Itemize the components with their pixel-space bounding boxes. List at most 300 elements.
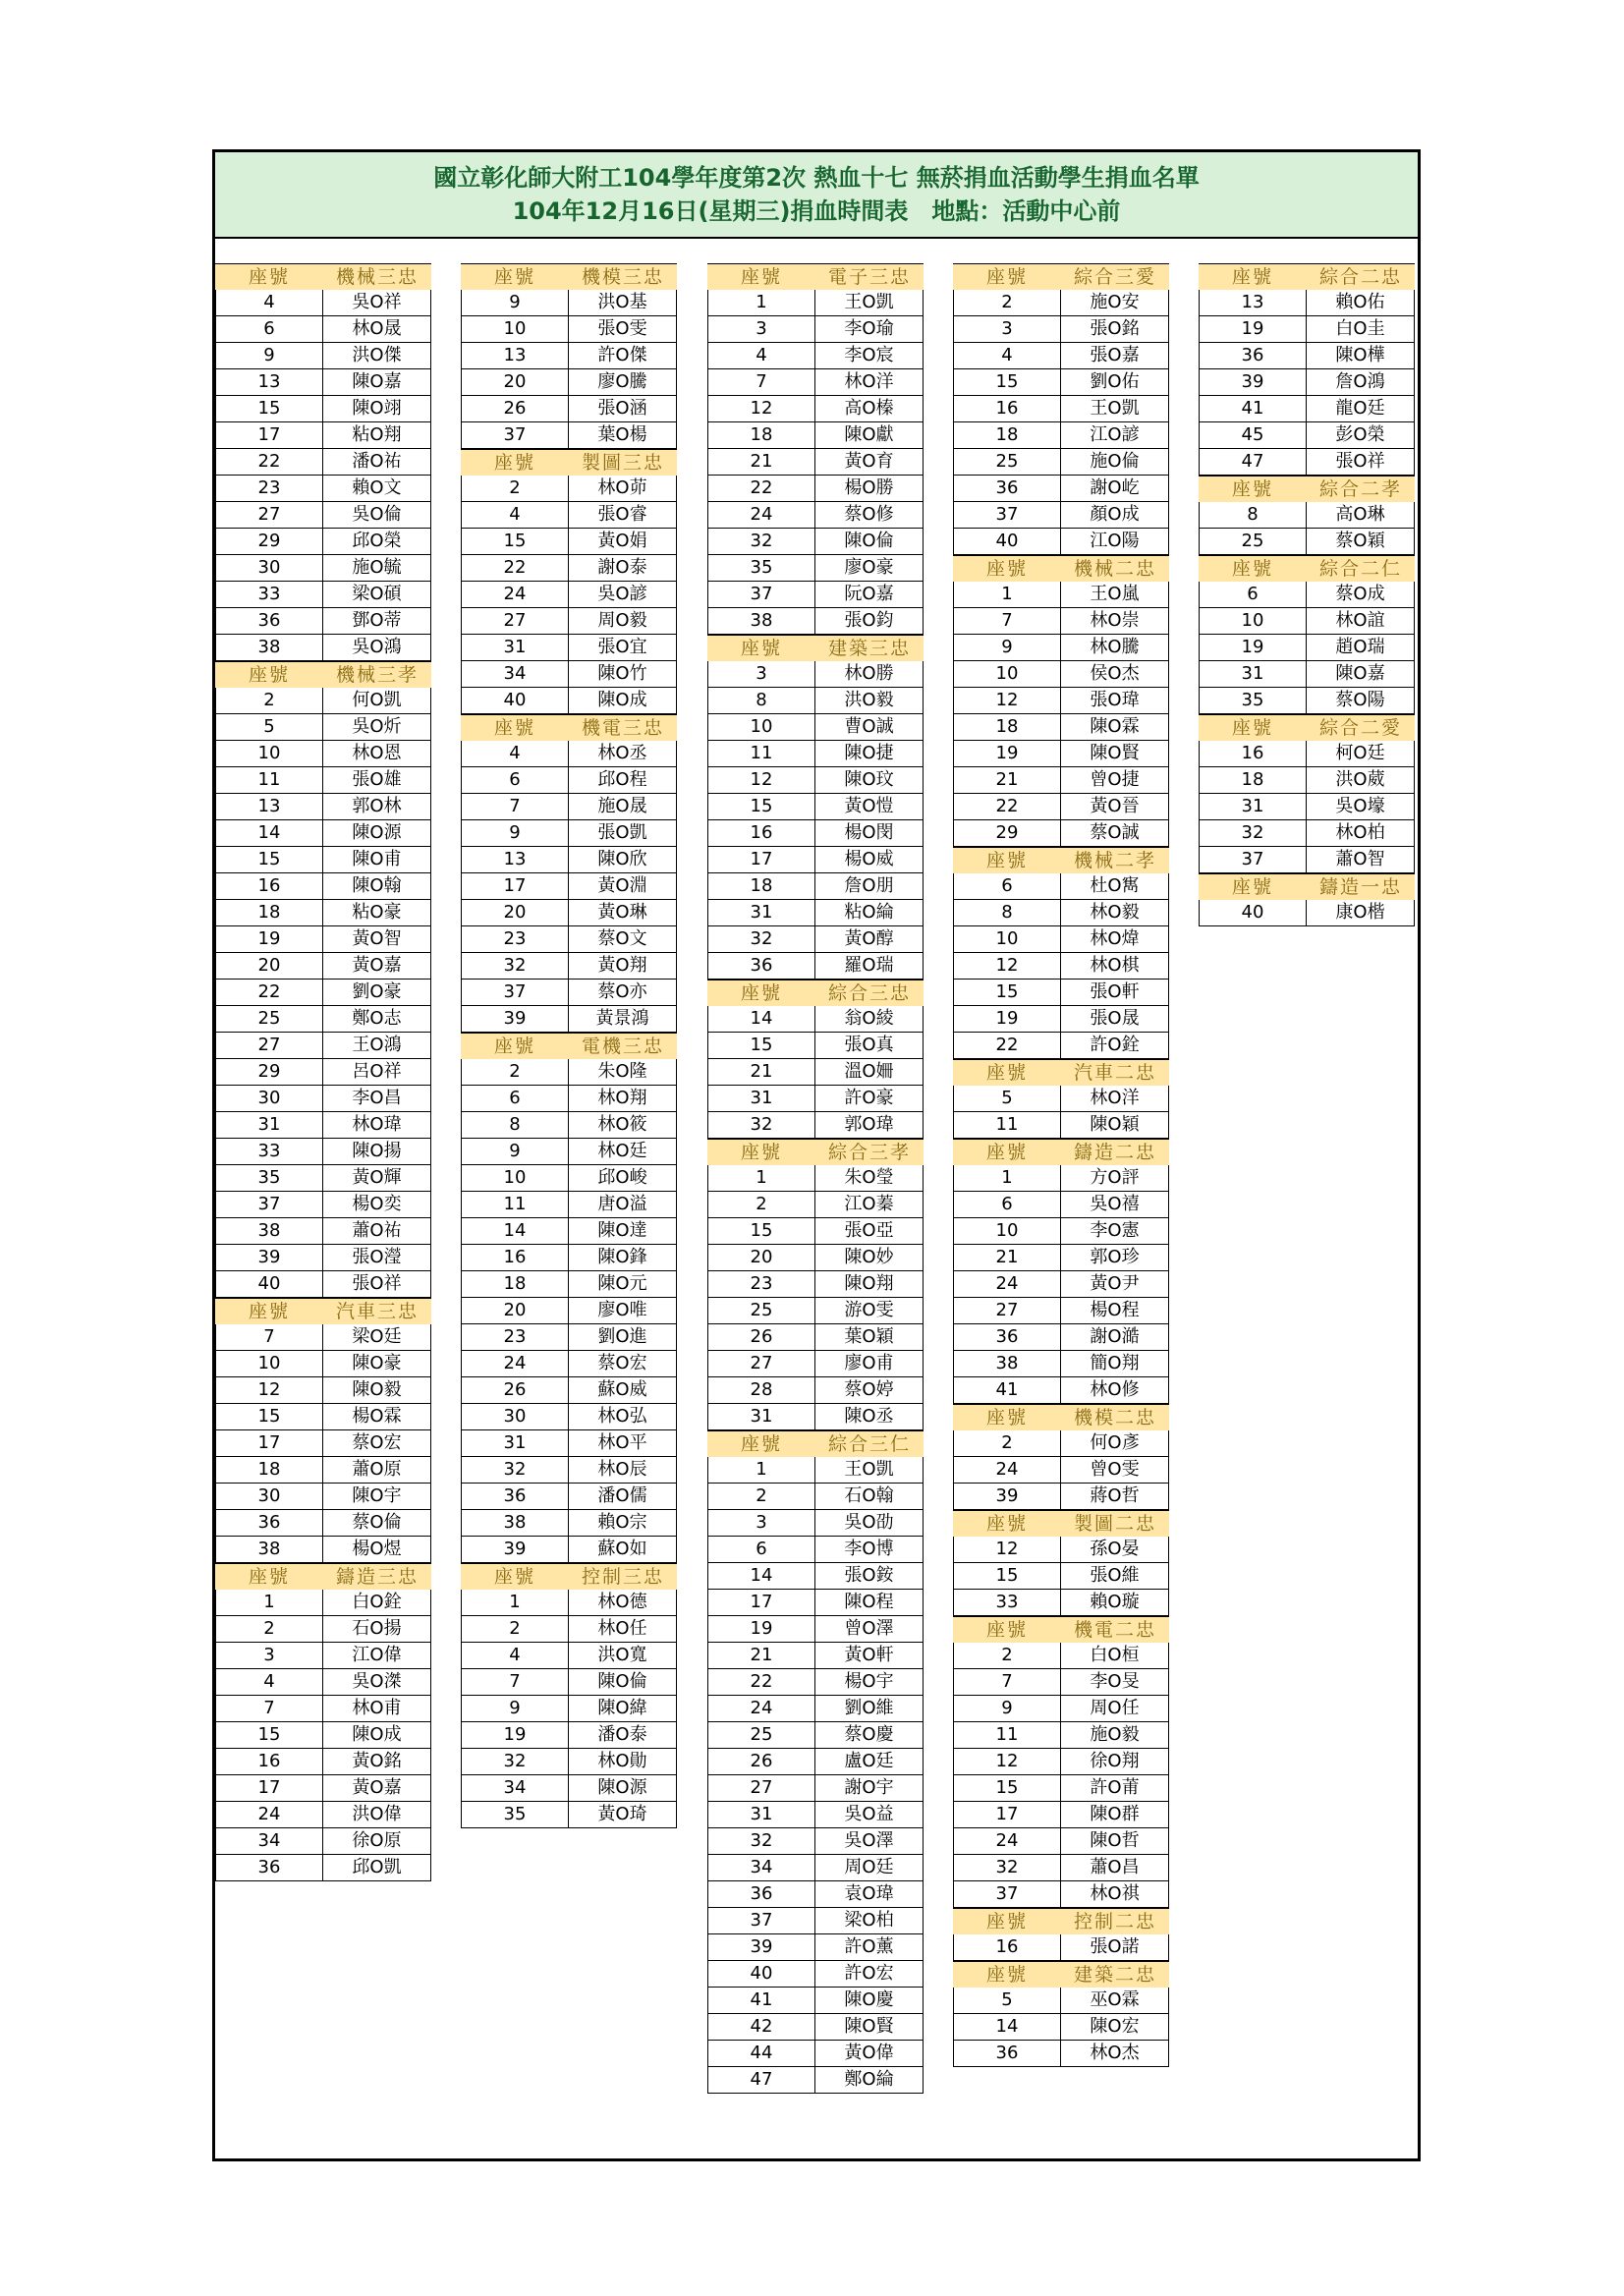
seat-number: 22 [215,449,323,475]
class-section [461,1563,677,1828]
class-name-header: 綜合三仁 [827,1433,911,1455]
student-name: 林O筱 [569,1112,677,1138]
seat-number: 31 [461,635,569,660]
seat-number: 6 [953,1192,1061,1217]
seat-number: 36 [707,953,815,979]
student-name: 徐O原 [323,1828,431,1854]
seat-number: 36 [1199,343,1307,368]
student-name: 張O涵 [569,396,677,421]
student-name: 黃O淵 [569,873,677,899]
seat-number: 36 [215,608,323,634]
seat-number: 15 [215,1404,323,1429]
seat-number: 3 [707,316,815,342]
seat-number: 5 [215,714,323,740]
student-name: 吳O滐 [323,1669,431,1695]
seat-number: 24 [953,1457,1061,1483]
student-name: 潘O祐 [323,449,431,475]
seat-number: 7 [461,1669,569,1695]
seat-number: 3 [215,1643,323,1668]
seat-number: 12 [953,1537,1061,1562]
seat-column-header: 座號 [985,850,1028,871]
table-row [953,1722,1169,1749]
class-section [461,1033,677,1563]
class-section [1199,476,1415,555]
student-name: 賴O宗 [569,1510,677,1536]
table-row [707,1006,924,1033]
student-name: 楊O閔 [815,820,924,846]
seat-number: 27 [461,608,569,634]
class-section [953,1139,1169,1404]
student-name: 袁O瑋 [815,1881,924,1907]
student-name: 林O洋 [1061,1086,1169,1111]
seat-column-header: 座號 [740,1142,782,1163]
table-row [953,1988,1169,2014]
table-row [707,1988,924,2014]
table-row [215,1430,431,1457]
table-row [461,1722,677,1749]
student-name: 張O宜 [569,635,677,660]
seat-number: 22 [953,1033,1061,1058]
seat-number: 37 [1199,847,1307,872]
table-row [707,688,924,714]
seat-number: 1 [707,1165,815,1191]
table-row [461,369,677,396]
student-name: 楊O煜 [323,1537,431,1562]
table-row [953,1430,1169,1457]
seat-number: 22 [707,1669,815,1695]
student-name: 吳O鴻 [323,635,431,660]
seat-number: 13 [215,794,323,819]
student-name: 陳O源 [323,820,431,846]
table-row [215,290,431,316]
table-row [953,741,1169,767]
seat-number: 24 [953,1271,1061,1297]
student-name: 鄭O綸 [815,2067,924,2093]
student-name: 許O莆 [1061,1775,1169,1801]
student-name: 蕭O昌 [1061,1855,1169,1880]
seat-number: 38 [953,1351,1061,1376]
student-name: 張O亞 [815,1218,924,1244]
seat-number: 37 [953,1881,1061,1907]
student-name: 林O廷 [569,1139,677,1164]
student-name: 蘇O威 [569,1377,677,1403]
table-row [215,1192,431,1218]
student-name: 林O德 [569,1590,677,1615]
student-name: 吳O益 [815,1802,924,1827]
seat-number: 16 [1199,741,1307,766]
table-row [707,529,924,555]
student-name: 簡O翔 [1061,1351,1169,1376]
table-row [461,1404,677,1430]
seat-number: 40 [215,1271,323,1297]
seat-number: 18 [953,422,1061,448]
student-name: 張O維 [1061,1563,1169,1589]
student-name: 林O毅 [1061,900,1169,925]
seat-number: 6 [1199,582,1307,607]
seat-number: 2 [707,1484,815,1509]
student-name: 趙O瑞 [1307,635,1415,660]
table-row [707,2067,924,2094]
table-row [707,1696,924,1722]
student-name: 賴O璇 [1061,1590,1169,1615]
student-name: 許O宏 [815,1961,924,1987]
seat-number: 33 [215,582,323,607]
seat-number: 10 [953,926,1061,952]
seat-number: 21 [953,1245,1061,1270]
table-row [215,369,431,396]
seat-number: 18 [707,422,815,448]
seat-number: 1 [707,290,815,315]
seat-number: 15 [707,1033,815,1058]
student-name: 杜O寯 [1061,873,1169,899]
student-name: 謝O泰 [569,555,677,581]
class-section [707,263,924,635]
student-name: 謝O澔 [1061,1324,1169,1350]
class-section [215,1298,431,1563]
table-row [953,2014,1169,2041]
student-name: 粘O綸 [815,900,924,925]
seat-number: 30 [215,1484,323,1509]
table-row [707,1749,924,1775]
section-header [1199,715,1415,741]
section-header [215,662,431,688]
table-row [953,980,1169,1006]
seat-number: 22 [953,794,1061,819]
class-name-header: 機電二忠 [1073,1619,1156,1641]
seat-number: 31 [707,1404,815,1429]
table-row [215,476,431,502]
student-name: 黃O尹 [1061,1271,1169,1297]
class-name-header: 綜合二愛 [1318,717,1402,739]
seat-number: 1 [953,582,1061,607]
student-name: 郭O珍 [1061,1245,1169,1270]
table-row [1199,290,1415,316]
student-name: 粘O翔 [323,422,431,448]
class-name-header: 機械二孝 [1073,850,1156,871]
student-name: 吳O炘 [323,714,431,740]
seat-number: 19 [707,1616,815,1642]
seat-number: 12 [953,688,1061,713]
table-row [707,1112,924,1139]
section-header [707,1431,924,1457]
table-row [461,1643,677,1669]
student-name: 洪O毅 [815,688,924,713]
student-name: 陳O霖 [1061,714,1169,740]
table-row [953,873,1169,900]
class-name-header: 控制三忠 [581,1566,664,1588]
table-row [707,1033,924,1059]
student-name: 詹O鴻 [1307,369,1415,395]
table-row [215,1457,431,1484]
student-name: 陳O玟 [815,767,924,793]
seat-number: 2 [461,1616,569,1642]
student-name: 林O恩 [323,741,431,766]
seat-column-header: 座號 [248,1566,290,1588]
student-name: 康O楷 [1307,900,1415,925]
section-header [953,1617,1169,1643]
seat-number: 19 [1199,316,1307,342]
table-row [707,2014,924,2041]
seat-number: 12 [707,767,815,793]
student-name: 高O榛 [815,396,924,421]
table-row [953,1749,1169,1775]
seat-number: 10 [215,741,323,766]
table-row [953,900,1169,926]
student-name: 侯O杰 [1061,661,1169,687]
student-name: 王O嵐 [1061,582,1169,607]
student-name: 林O杰 [1061,2041,1169,2066]
class-name-header: 機模二忠 [1073,1407,1156,1428]
seat-number: 18 [215,900,323,925]
table-row [215,767,431,794]
student-name: 陳O群 [1061,1802,1169,1827]
table-row [215,1775,431,1802]
student-name: 白O圭 [1307,316,1415,342]
seat-number: 3 [707,1510,815,1536]
student-name: 江O偉 [323,1643,431,1668]
table-row [707,1961,924,1988]
student-name: 江O陽 [1061,529,1169,554]
student-name: 張O祥 [323,1271,431,1297]
seat-number: 5 [953,1086,1061,1111]
student-name: 陳O倫 [569,1669,677,1695]
table-row [461,1165,677,1192]
seat-number: 38 [461,1510,569,1536]
seat-number: 10 [215,1351,323,1376]
table-row [953,953,1169,980]
seat-number: 32 [461,1749,569,1774]
table-row [707,555,924,582]
table-row [953,1324,1169,1351]
seat-number: 27 [707,1775,815,1801]
seat-number: 4 [461,741,569,766]
student-name: 陳O達 [569,1218,677,1244]
seat-number: 25 [707,1722,815,1748]
table-row [953,290,1169,316]
class-section [461,714,677,1033]
table-row [953,1934,1169,1961]
table-row [1199,661,1415,688]
student-name: 邱O凱 [323,1855,431,1880]
student-name: 黃O琳 [569,900,677,925]
seat-number: 10 [953,661,1061,687]
section-header [1199,556,1415,582]
seat-number: 8 [461,1112,569,1138]
section-header [953,264,1169,290]
seat-number: 18 [1199,767,1307,793]
student-name: 張O瑋 [1061,688,1169,713]
student-name: 江O諺 [1061,422,1169,448]
title-banner [215,152,1418,239]
table-row [707,1165,924,1192]
table-row [1199,422,1415,449]
seat-number: 7 [461,794,569,819]
student-name: 蔡O穎 [1307,529,1415,554]
seat-number: 14 [953,2014,1061,2040]
student-name: 黃O軒 [815,1643,924,1668]
seat-number: 12 [707,396,815,421]
student-name: 蕭O祐 [323,1218,431,1244]
table-row [215,847,431,873]
student-name: 許O薰 [815,1934,924,1960]
section-header [461,450,677,476]
table-row [215,1855,431,1881]
seat-column-header: 座號 [985,1911,1028,1932]
student-name: 楊O奕 [323,1192,431,1217]
table-row [215,1510,431,1537]
table-row [215,1802,431,1828]
seat-number: 45 [1199,422,1307,448]
student-name: 黃景鴻 [569,1006,677,1032]
seat-number: 12 [953,953,1061,979]
table-row [953,767,1169,794]
seat-number: 11 [215,767,323,793]
table-row [953,1802,1169,1828]
student-name: 阮O嘉 [815,582,924,607]
student-name: 陳O緯 [569,1696,677,1721]
student-name: 黃O輝 [323,1165,431,1191]
table-row [707,343,924,369]
student-name: 廖O騰 [569,369,677,395]
seat-number: 13 [215,369,323,395]
table-row [707,449,924,476]
class-section [953,555,1169,847]
student-name: 林O瑋 [323,1112,431,1138]
seat-number: 4 [953,343,1061,368]
seat-number: 26 [707,1749,815,1774]
class-name-header: 建築三忠 [827,638,911,659]
student-name: 陳O賢 [815,2014,924,2040]
section-header [953,1962,1169,1988]
table-row [215,1218,431,1245]
seat-number: 10 [953,1218,1061,1244]
seat-number: 7 [953,608,1061,634]
student-name: 陳O樺 [1307,343,1415,368]
student-name: 洪O寬 [569,1643,677,1668]
table-row [707,820,924,847]
table-row [707,1298,924,1324]
table-row [707,1351,924,1377]
seat-number: 36 [953,476,1061,501]
seat-number: 32 [1199,820,1307,846]
class-name-header: 鑄造三忠 [335,1566,419,1588]
class-name-header: 機電三忠 [581,717,664,739]
table-row [953,396,1169,422]
student-name: 林O勛 [569,1749,677,1774]
seat-number: 31 [707,1086,815,1111]
seat-number: 37 [461,422,569,448]
table-row [953,1218,1169,1245]
student-name: 蔡O陽 [1307,688,1415,713]
table-row [461,1245,677,1271]
seat-number: 32 [461,953,569,979]
student-name: 蔡O倫 [323,1510,431,1536]
table-row [707,1484,924,1510]
student-name: 林O甫 [323,1696,431,1721]
seat-number: 32 [707,1828,815,1854]
seat-column-header: 座號 [1231,876,1273,898]
student-name: 洪O偉 [323,1802,431,1827]
table-row [953,1006,1169,1033]
seat-number: 26 [707,1324,815,1350]
seat-number: 39 [953,1484,1061,1509]
seat-number: 2 [707,1192,815,1217]
seat-number: 7 [707,369,815,395]
class-name-header: 製圖二忠 [1073,1513,1156,1535]
seat-number: 32 [707,529,815,554]
table-row [707,900,924,926]
seat-number: 17 [707,1590,815,1615]
section-header [707,1140,924,1165]
student-name: 楊O程 [1061,1298,1169,1323]
class-name-header: 鑄造一忠 [1318,876,1402,898]
student-name: 林O棋 [1061,953,1169,979]
class-name-header: 綜合三忠 [827,982,911,1004]
seat-column-header: 座號 [1231,478,1273,500]
seat-number: 6 [461,1086,569,1111]
table-row [215,1722,431,1749]
class-name-header: 綜合二仁 [1318,558,1402,580]
table-row [953,529,1169,555]
student-name: 陳O哲 [1061,1828,1169,1854]
table-row [215,1086,431,1112]
seat-number: 26 [461,396,569,421]
table-row [953,1245,1169,1271]
table-row [215,1324,431,1351]
student-name: 梁O柏 [815,1908,924,1933]
student-name: 楊O霖 [323,1404,431,1429]
student-name: 蔡O婷 [815,1377,924,1403]
student-name: 蔡O亦 [569,980,677,1005]
seat-number: 13 [461,847,569,872]
seat-number: 8 [707,688,815,713]
table-row [1199,529,1415,555]
seat-number: 27 [953,1298,1061,1323]
student-name: 黃O銘 [323,1749,431,1774]
class-name-header: 汽車三忠 [335,1301,419,1322]
student-name: 周O毅 [569,608,677,634]
table-row [461,1351,677,1377]
student-name: 陳O丞 [815,1404,924,1429]
student-name: 葉O楊 [569,422,677,448]
seat-number: 35 [215,1165,323,1191]
seat-number: 6 [215,316,323,342]
table-row [461,1430,677,1457]
seat-number: 21 [953,767,1061,793]
student-name: 張O祥 [1307,449,1415,475]
seat-number: 15 [215,1722,323,1748]
seat-number: 23 [215,476,323,501]
student-name: 蔡O宏 [323,1430,431,1456]
table-row [461,980,677,1006]
student-name: 顏O成 [1061,502,1169,528]
table-row [707,767,924,794]
seat-number: 17 [707,847,815,872]
table-row [461,635,677,661]
seat-number: 39 [461,1537,569,1562]
student-name: 施O倫 [1061,449,1169,475]
seat-number: 44 [707,2041,815,2066]
seat-number: 15 [953,369,1061,395]
section-header [953,1405,1169,1430]
student-name: 楊O宇 [815,1669,924,1695]
seat-number: 35 [461,1802,569,1827]
table-row [707,396,924,422]
seat-number: 20 [215,953,323,979]
seat-number: 31 [215,1112,323,1138]
table-row [953,1669,1169,1696]
page-title: 國立彰化師大附工104學年度第2次 熱血十七 無菸捐血活動學生捐血名單 [433,164,1200,192]
